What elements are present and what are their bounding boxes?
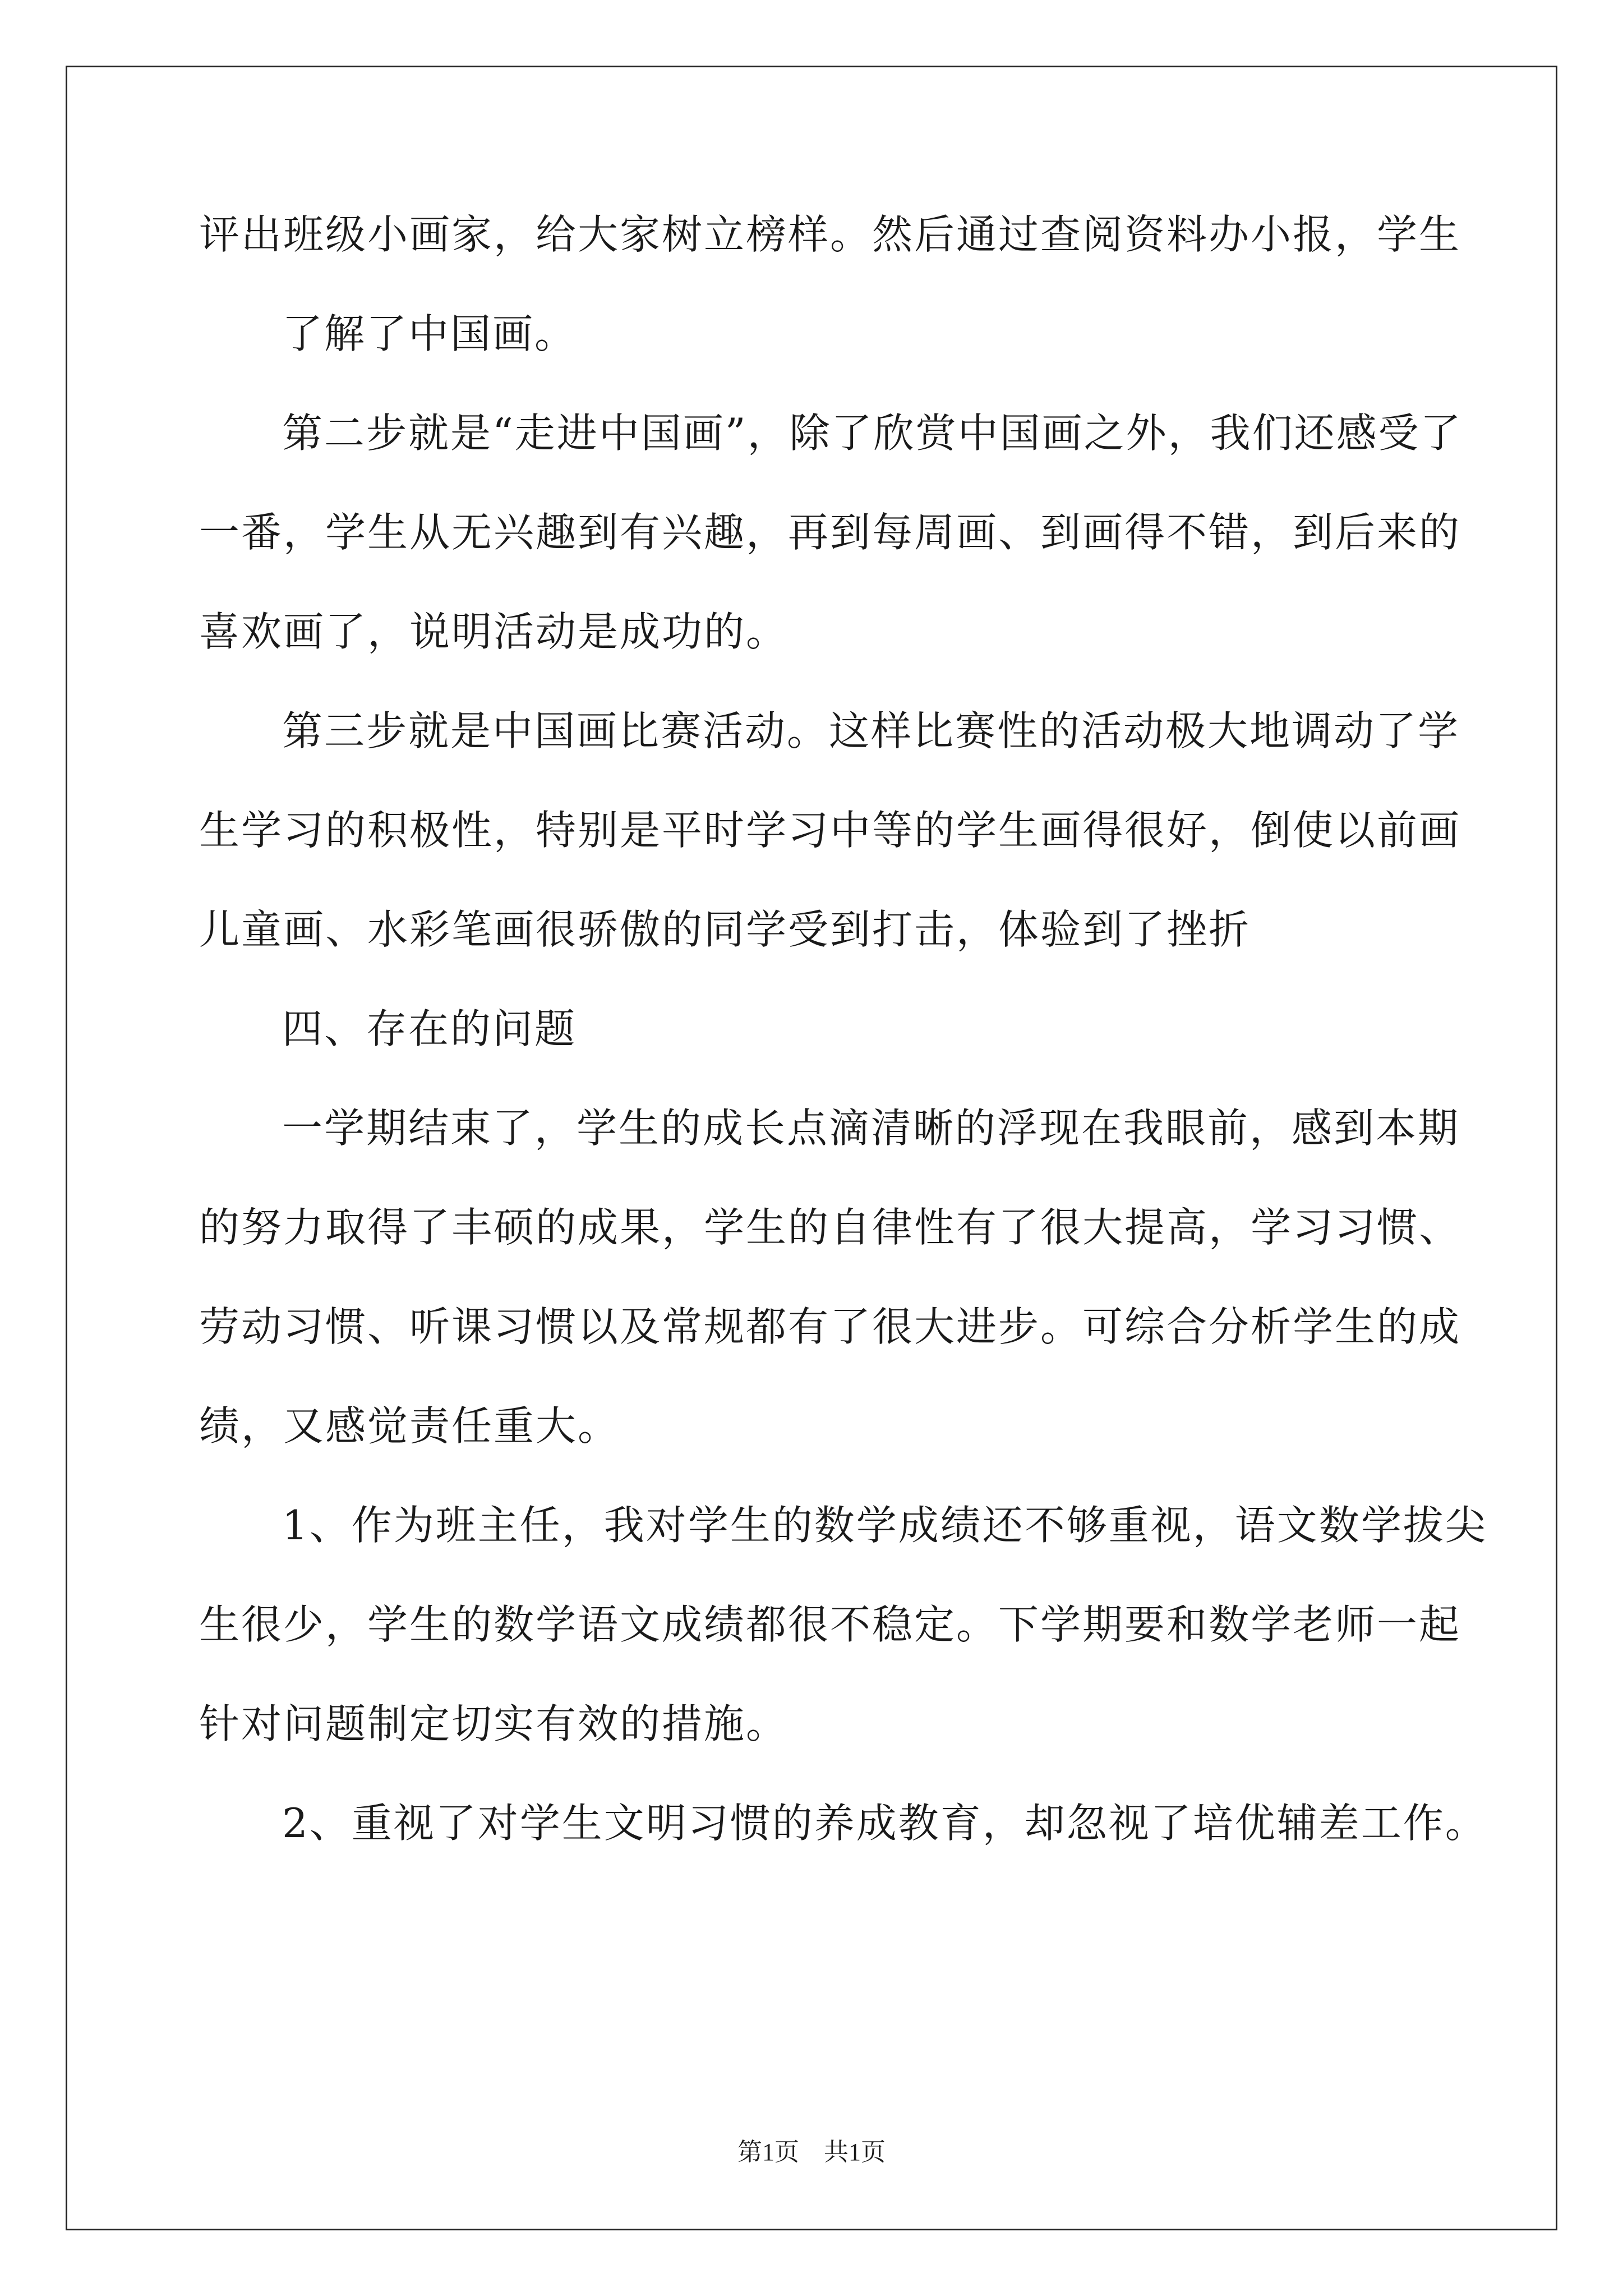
text-line: 第二步就是“走进中国画”，除了欣赏中国画之外，我们还感受了: [282, 409, 1463, 457]
text-line: 了解了中国画。: [282, 310, 577, 357]
page-footer: 第1页 共1页: [737, 2138, 886, 2166]
text-line: 针对问题制定切实有效的措施。: [199, 1700, 789, 1747]
text-line: 1、作为班主任，我对学生的数学成绩还不够重视，语文数学拔尖: [282, 1502, 1487, 1549]
text-line: 2、重视了对学生文明习惯的养成教育，却忽视了培优辅差工作。: [282, 1800, 1487, 1847]
text-line: 生很少，学生的数学语文成绩都很不稳定。下学期要和数学老师一起: [199, 1601, 1461, 1648]
text-line: 绩，又感觉责任重大。: [199, 1402, 620, 1450]
text-line: 评出班级小画家，给大家树立榜样。然后通过查阅资料办小报，学生: [199, 211, 1461, 258]
text-line: 生学习的积极性，特别是平时学习中等的学生画得很好，倒使以前画: [199, 807, 1461, 854]
text-line: 一学期结束了，学生的成长点滴清晰的浮现在我眼前，感到本期: [282, 1105, 1460, 1152]
text-line: 第三步就是中国画比赛活动。这样比赛性的活动极大地调动了学: [282, 707, 1460, 754]
text-line: 喜欢画了，说明活动是成功的。: [199, 608, 789, 655]
section-heading: 四、存在的问题: [282, 1005, 577, 1052]
text-line: 儿童画、水彩笔画很骄傲的同学受到打击，体验到了挫折: [199, 906, 1251, 953]
text-line: 的努力取得了丰硕的成果，学生的自律性有了很大提高，学习习惯、: [199, 1204, 1461, 1251]
text-line: 劳动习惯、听课习惯以及常规都有了很大进步。可综合分析学生的成: [199, 1303, 1461, 1350]
text-line: 一番，学生从无兴趣到有兴趣，再到每周画、到画得不错，到后来的: [199, 509, 1461, 556]
